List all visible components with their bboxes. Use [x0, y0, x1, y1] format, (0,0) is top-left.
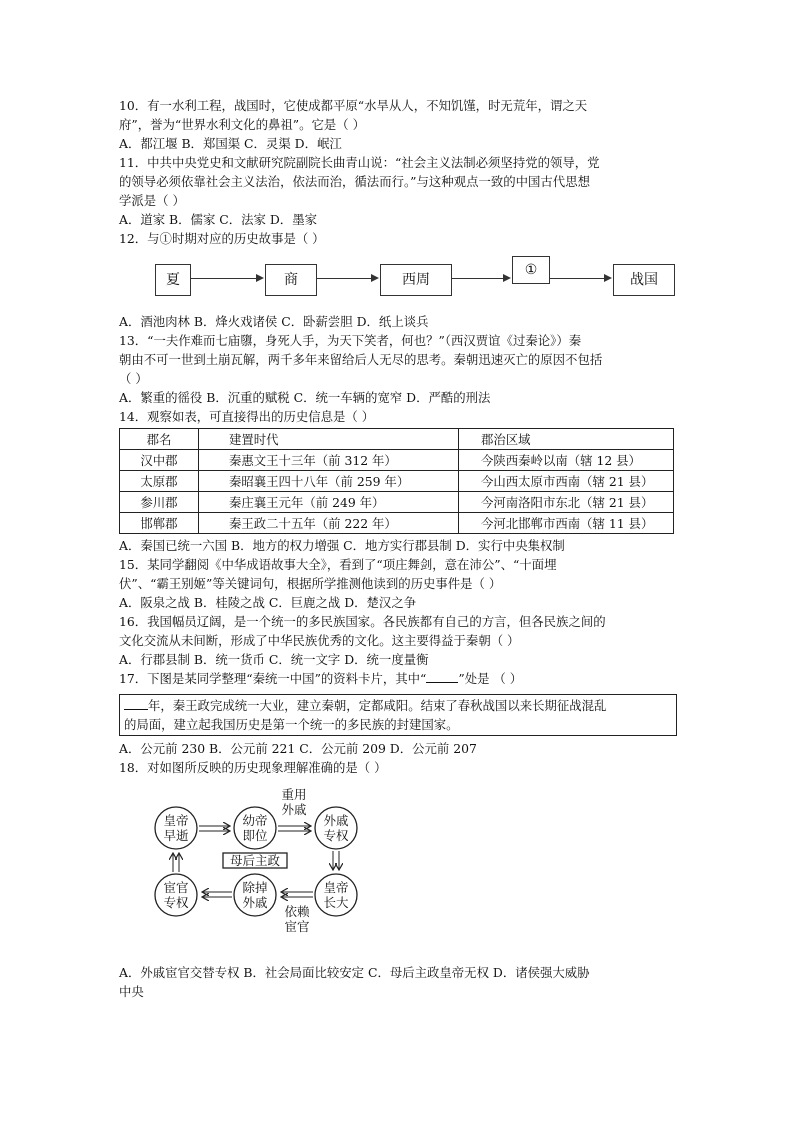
n6-l2: 专权	[163, 895, 189, 910]
q15-line2: 伏”、“霸王别姬”等关键词句，根据所学推测他读到的历史事件是（ ）	[119, 576, 502, 591]
card-line2: 的局面，建立起我国历史是第一个统一的多民族的封建国家。	[124, 717, 459, 732]
exam-page	[119, 96, 679, 1001]
n6-l1: 宦官	[163, 880, 189, 895]
n5-l2: 外戚	[242, 895, 268, 910]
table-cell: 参川郡	[120, 492, 199, 513]
q10-line1: 10．有一水利工程，战国时，它使成都平原“水旱从人，不知饥馑，时无荒年，谓之天	[119, 98, 588, 113]
table-cell: 秦王政二十五年（前 222 年）	[199, 513, 459, 534]
n3-l2: 专权	[323, 828, 349, 843]
table-cell: 今陕西秦岭以南（辖 12 县）	[459, 450, 674, 471]
power-cycle-svg	[119, 781, 679, 961]
card-line1	[124, 696, 672, 715]
q18-line1: 18．对如图所反映的历史现象理解准确的是（ ）	[119, 760, 387, 775]
table-cell: 汉中郡	[120, 450, 199, 471]
n4-l1: 皇帝	[323, 880, 349, 895]
table-header-row	[120, 429, 674, 450]
card-blank	[124, 696, 148, 710]
a2-l1: 依赖	[284, 904, 310, 919]
table-cell: 秦昭襄王四十八年（前 259 年）	[199, 471, 459, 492]
q12-options: A．酒池肉林 B．烽火戏诸侯 C．卧薪尝胆 D．纸上谈兵	[119, 314, 429, 329]
timeline-arrow	[550, 278, 610, 279]
commandery-table	[119, 428, 674, 534]
timeline-box-blank: ①	[512, 256, 550, 284]
table-cell: 秦惠文王十三年（前 312 年）	[199, 450, 459, 471]
table-row	[120, 492, 674, 513]
table-header-cell: 郡名	[120, 429, 199, 450]
table-cell: 秦庄襄王元年（前 249 年）	[199, 492, 459, 513]
power-cycle-diagram	[119, 781, 679, 961]
table-header-cell: 建置时代	[199, 429, 459, 450]
q13-line2: 朝由不可一世到土崩瓦解，两千多年来留给后人无尽的思考。秦朝迅速灭亡的原因不包括	[119, 352, 603, 367]
q12-line1: 12．与①时期对应的历史故事是（ ）	[119, 231, 325, 246]
q17-stem-post: ”处是 （ ）	[458, 671, 523, 686]
table-cell: 今山西太原市西南（辖 21 县）	[459, 471, 674, 492]
table-cell: 太原郡	[120, 471, 199, 492]
q17-options: A．公元前 230 B．公元前 221 C．公元前 209 D．公元前 207	[119, 741, 477, 756]
n1-l1: 皇帝	[163, 813, 189, 828]
q11-line2: 的领导必须依靠社会主义法治，依法而治，循法而行。”与这种观点一致的中国古代思想	[119, 174, 590, 189]
q11-options: A．道家 B．儒家 C．法家 D．墨家	[119, 212, 317, 227]
q13-line1: 13．“一夫作难而七庙隳，身死人手，为天下笑者，何也？”（西汉贾谊《过秦论》）秦	[119, 333, 582, 348]
table-header-cell: 郡治区域	[459, 429, 674, 450]
n5-l1: 除掉	[242, 880, 268, 895]
n2-l2: 即位	[242, 828, 268, 843]
q14-options: A．秦国已统一六国 B．地方的权力增强 C．地方实行郡县制 D．实行中央集权制	[119, 538, 565, 553]
n3-l1: 外戚	[323, 813, 349, 828]
n4-l2: 长大	[323, 895, 349, 910]
n1-l2: 早逝	[163, 828, 189, 843]
q14-line1: 14．观察如表，可直接得出的历史信息是（ ）	[119, 409, 375, 424]
box-label: 母后主政	[229, 853, 281, 868]
q17-line1	[119, 669, 679, 688]
table-cell: 今河南洛阳市东北（辖 21 县）	[459, 492, 674, 513]
table-row	[120, 513, 674, 534]
q13-line3: （ ）	[119, 371, 148, 386]
timeline-arrow	[317, 278, 377, 279]
n2-l1: 幼帝	[242, 813, 268, 828]
table-row	[120, 450, 674, 471]
q13-options: A．繁重的徭役 B．沉重的赋税 C．统一车辆的宽窄 D．严酷的刑法	[119, 390, 491, 405]
q10-options: A．都江堰 B．郑国渠 C．灵渠 D．岷江	[119, 136, 342, 151]
table-cell: 今河北邯郸市西南（辖 11 县）	[459, 513, 674, 534]
table-cell: 邯郸郡	[120, 513, 199, 534]
q17-blank	[426, 669, 458, 683]
q16-line2: 文化交流从未间断，形成了中华民族优秀的文化。这主要得益于秦朝（ ）	[119, 633, 520, 648]
table-row	[120, 471, 674, 492]
q16-options: A．行郡县制 B．统一货币 C．统一文字 D．统一度量衡	[119, 652, 429, 667]
timeline-box-shang: 商	[265, 264, 317, 296]
q11-line3: 学派是（ ）	[119, 193, 185, 208]
a1-l1: 重用	[281, 787, 307, 802]
timeline-box-xizhou: 西周	[380, 264, 452, 296]
q15-line1: 15．某同学翻阅《中华成语故事大全》，看到了“项庄舞剑，意在沛公”、“十面埋	[119, 557, 557, 572]
q15-options: A．阪泉之战 B．桂陵之战 C．巨鹿之战 D．楚汉之争	[119, 595, 417, 610]
timeline-arrow	[191, 278, 262, 279]
timeline-box-zhanguo: 战国	[613, 264, 675, 296]
timeline-arrow	[452, 278, 509, 279]
q11-line1: 11．中共中央党史和文献研究院副院长曲青山说：“社会主义法制必须坚持党的领导，党	[119, 155, 600, 170]
q10-line2: 府”，誉为“世界水利文化的鼻祖”。它是（ ）	[119, 117, 365, 132]
card-text1: 年，秦王政完成统一大业，建立秦朝，定都咸阳。结束了春秋战国以来长期征战混乱	[148, 698, 607, 713]
q16-line1: 16．我国幅员辽阔，是一个统一的多民族国家。各民族都有自己的方言，但各民族之间的	[119, 614, 606, 629]
timeline-box-xia: 夏	[155, 264, 191, 296]
q18-options-l1: A．外戚宦官交替专权 B．社会局面比较安定 C．母后主政皇帝无权 D．诸侯强大威胁	[119, 965, 590, 980]
dynasty-timeline	[155, 256, 675, 306]
data-card	[119, 694, 677, 736]
q18-options-l2: 中央	[119, 984, 144, 999]
a1-l2: 外戚	[281, 802, 307, 817]
q17-stem-pre: 17．下图是某同学整理“秦统一中国”的资料卡片，其中“	[119, 671, 427, 686]
a2-l2: 宦官	[284, 919, 310, 934]
